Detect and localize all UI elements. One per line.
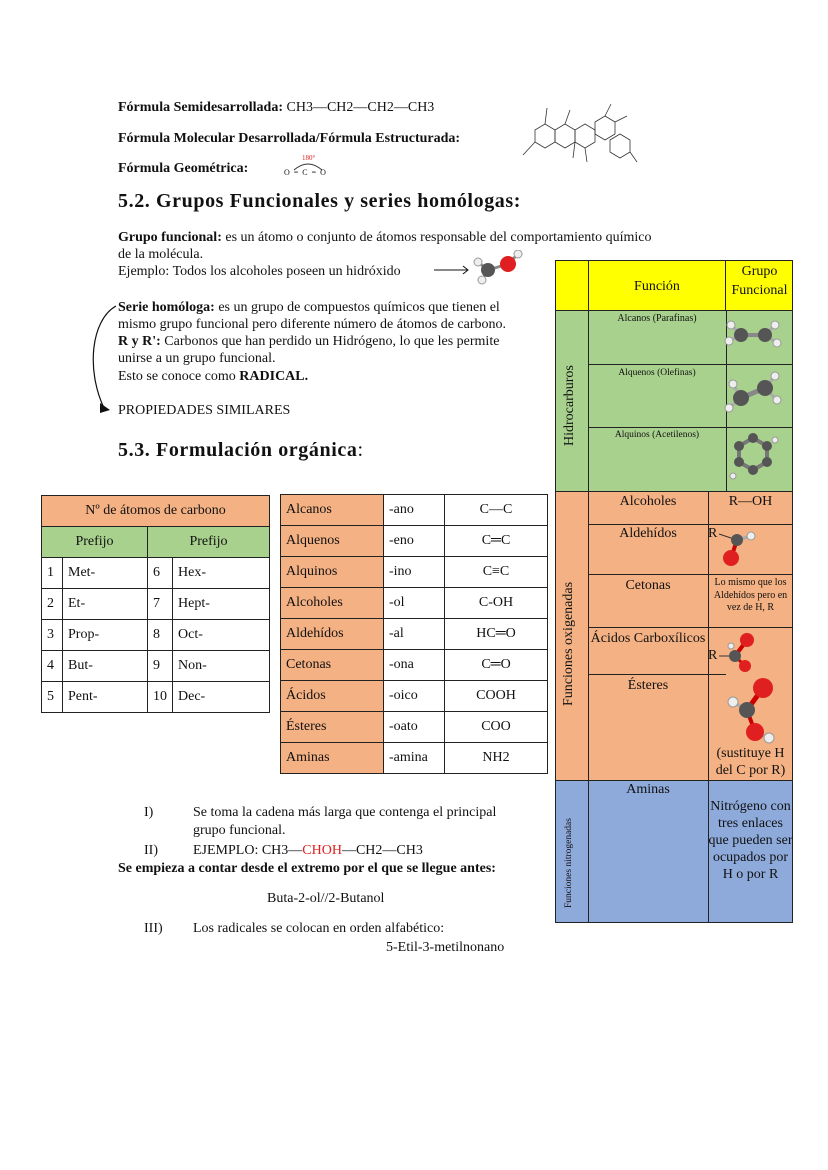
carbon-count: 1 [42,558,63,589]
table-row [281,650,548,681]
cetonas-group: Lo mismo que los Aldehídos pero en vez de H, R [713,577,788,613]
example-pre: EJEMPLO: CH3— [193,843,303,858]
table-row [42,589,270,620]
suffix: -oato [384,712,445,743]
carbon-count: 2 [42,589,63,620]
carbon-count: 9 [148,651,173,682]
geometrica-label: Fórmula Geométrica: [118,161,249,176]
semi-formula-line [118,99,434,116]
semi-value: CH3—CH2—CH2—CH3 [286,100,435,115]
propiedades-similares: PROPIEDADES SIMILARES [118,403,291,418]
alquenos-label: Alquenos (Olefinas) [618,368,696,378]
table-row [42,651,270,682]
step-ii-example [193,842,423,859]
etil-name: 5-Etil-3-metilnonano [386,940,505,955]
suffix: -al [384,619,445,650]
butanol-name: Buta-2-ol//2-Butanol [267,891,385,906]
ester-molecule-icon [725,674,785,746]
bond: C═O [445,650,548,681]
functional-groups-table [555,260,793,923]
section-53-colon: : [357,439,364,461]
example-red: CHOH [302,843,342,858]
prefijo-col1: Prefijo [42,527,148,558]
grupo-funcional-text1: es un átomo o conjunto de átomos responsable del comportamiento químico [221,230,652,245]
suffix: -ona [384,650,445,681]
aminas-label: Aminas [626,782,670,797]
r-text2: unirse a un grupo funcional. [118,351,276,366]
prefix: Hex- [173,558,270,589]
divider [588,574,793,575]
prefix: Non- [173,651,270,682]
suffix: -amina [384,743,445,774]
bond: COOH [445,681,548,712]
carbon-atoms-table [41,495,270,713]
suffix: -eno [384,526,445,557]
bond: C≡C [445,557,548,588]
table-row [42,682,270,713]
hidrocarburos-label: Hidrocarburos [562,365,577,446]
divider [588,524,793,525]
table-row [281,619,548,650]
table-row [281,743,548,774]
table-row [281,681,548,712]
section-53-title [118,439,364,462]
co2-atoms: O=C=O [284,168,330,177]
ethene-molecule-icon [723,370,783,416]
serie-homologa-label: Serie homóloga: [118,300,215,315]
step-i-text1: Se toma la cadena más larga que contenga el principal [193,805,497,820]
compound-family: Alcoholes [281,588,384,619]
step-iii-text: Los radicales se colocan en orden alfabético: [193,921,445,936]
r-text1: Carbonos que han perdido un Hidrógeno, lo que les permite [160,334,500,349]
suffix: -ano [384,495,445,526]
section-52-title: 5.2. Grupos Funcionales y series homólogas: [118,190,522,212]
alquinos-label: Alquinos (Acetilenos) [614,430,700,440]
table-row [281,495,548,526]
carbon-count: 7 [148,589,173,620]
compound-family: Cetonas [281,650,384,681]
carbon-count: 5 [42,682,63,713]
bond: C═C [445,526,548,557]
carbon-count: 4 [42,651,63,682]
carboxylic-molecule-icon [719,630,759,672]
prefix: Hept- [173,589,270,620]
divider [588,780,589,923]
header-grupo-funcional: Grupo Funcional [731,264,788,298]
r-label: R y R': [118,334,161,349]
bond: C—C [445,495,548,526]
radical-pre: Esto se conoce como [118,369,240,384]
suffix-table [280,494,548,774]
prefix: But- [63,651,148,682]
semi-label: Fórmula Semidesarrollada: [118,100,284,115]
aldehyde-molecule-icon [717,526,763,572]
cetonas-label: Cetonas [625,578,671,593]
carbon-table-header-row [42,496,270,527]
suffix: -ol [384,588,445,619]
prefix: Pent- [63,682,148,713]
ejemplo-line: Ejemplo: Todos los alcoholes poseen un hidróxido [118,264,401,279]
step-iii-num: III) [144,921,163,936]
section-53-title-text: 5.3. Formulación orgánica [118,439,358,461]
suffix: -ino [384,557,445,588]
grupo-funcional-line1 [118,229,652,246]
estructural-label: Fórmula Molecular Desarrollada/Fórmula Estructurada: [118,131,461,146]
bond: COO [445,712,548,743]
bond: C-OH [445,588,548,619]
table-row [281,588,548,619]
carbon-count: 8 [148,620,173,651]
compound-family: Alcanos [281,495,384,526]
compound-family: Alquinos [281,557,384,588]
alcanos-label: Alcanos (Parafinas) [617,313,697,324]
carbon-count: 6 [148,558,173,589]
compound-family: Alquenos [281,526,384,557]
esteres-group: (sustituye H del C por R) [715,746,786,778]
acidos-group: R [708,648,718,663]
angle-label: 180° [302,154,316,162]
prefix: Et- [63,589,148,620]
esteres-label: Ésteres [627,678,669,693]
alcoholes-group: R—OH [728,494,773,509]
compound-family: Ácidos [281,681,384,712]
bond: NH2 [445,743,548,774]
header-funcion: Función [634,279,680,294]
table-row [281,712,548,743]
radical-word: RADICAL. [239,369,309,384]
carbon-table-subheader-row [42,527,270,558]
ethane-molecule-icon [723,315,783,355]
step-i-num: I) [144,805,154,820]
divider [588,427,793,428]
serie-homologa-text1: es un grupo de compuestos químicos que tienen el [214,300,500,315]
prefix: Met- [63,558,148,589]
compound-family: Aldehídos [281,619,384,650]
prefix: Oct- [173,620,270,651]
serie-homologa-text2: mismo grupo funcional pero diferente número de átomos de carbono. [118,317,506,332]
co2-geometry-diagram [282,156,334,182]
alcoholes-label: Alcoholes [619,494,677,509]
grupo-funcional-label: Grupo funcional: [118,230,222,245]
table-row [42,558,270,589]
hydroxide-molecule-icon [470,250,530,286]
example-post: —CH2—CH3 [341,843,423,858]
aldehidos-group: R [708,526,718,541]
grupo-funcional-text2: de la molécula. [118,247,204,262]
aldehidos-label: Aldehídos [619,526,677,541]
oxigenadas-label: Funciones oxigenadas [561,581,576,706]
prefix: Dec- [173,682,270,713]
table-row [281,526,548,557]
carbon-count: 10 [148,682,173,713]
compound-family: Aminas [281,743,384,774]
complex-molecule-icon [515,100,640,170]
divider [588,310,589,492]
divider [588,364,793,365]
carbon-table-header: Nº de átomos de carbono [42,496,270,527]
step-ii-num: II) [144,843,158,858]
contar-line: Se empieza a contar desde el extremo por el que se llegue antes: [118,861,496,876]
carbon-count: 3 [42,620,63,651]
benzene-molecule-icon [723,430,783,482]
table-row [42,620,270,651]
compound-family: Ésteres [281,712,384,743]
r-line1 [118,333,499,350]
prefix: Prop- [63,620,148,651]
table-row [281,557,548,588]
serie-homologa-line1 [118,299,500,316]
acidos-label: Ácidos Carboxílicos [590,631,706,646]
radical-line [118,368,308,385]
bond: HC═O [445,619,548,650]
prefijo-col2: Prefijo [148,527,270,558]
divider [588,627,793,628]
nitrogenadas-label: Funciones nitrogenadas [564,818,574,908]
arrow-right-icon [434,264,474,276]
suffix: -oico [384,681,445,712]
aminas-group: Nitrógeno con tres enlaces que pueden ser ocupados por H o por R [708,799,793,882]
divider [588,674,726,675]
step-i-text2: grupo funcional. [193,823,286,838]
